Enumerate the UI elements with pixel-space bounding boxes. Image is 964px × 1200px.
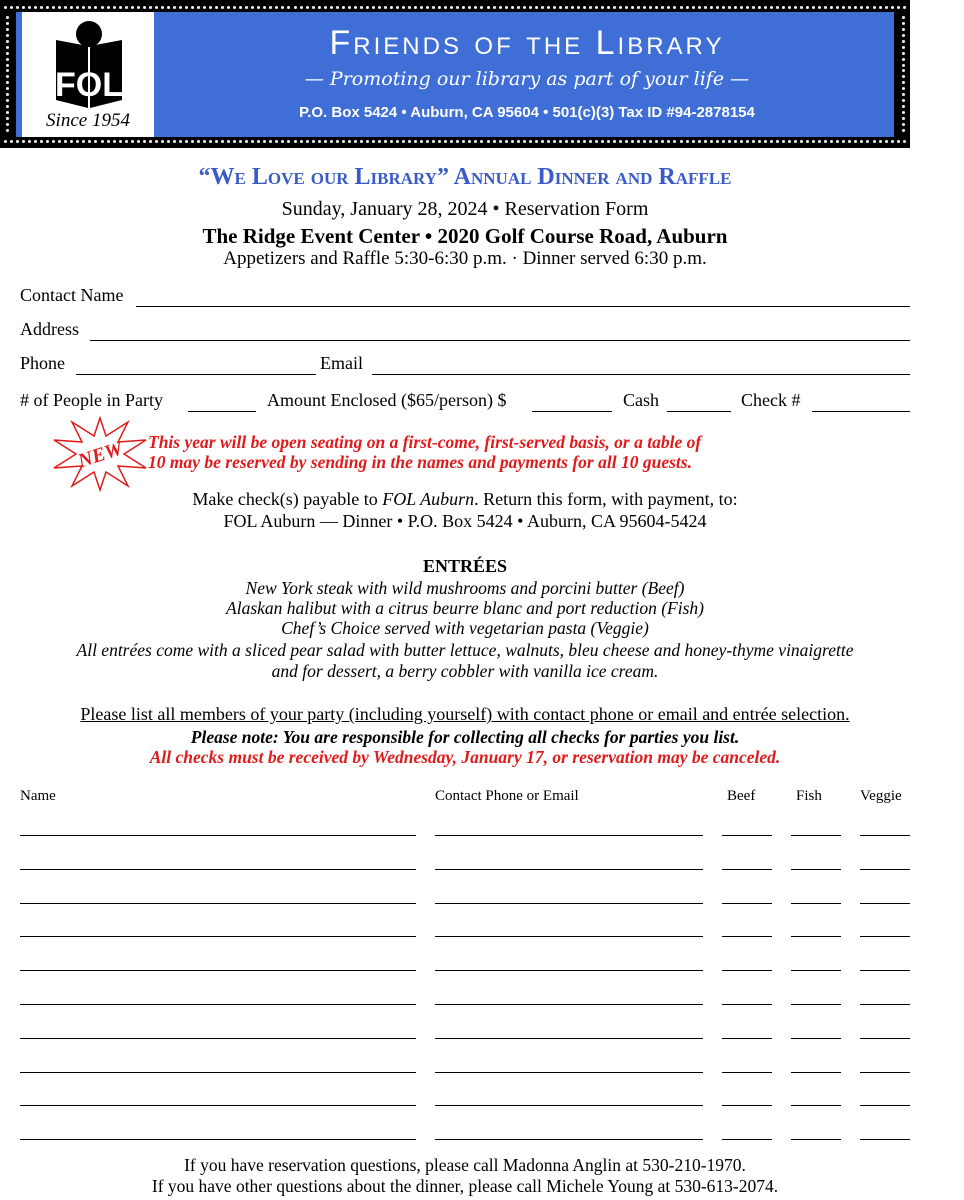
table-row — [0, 1139, 930, 1141]
entree-fish: Alaskan halibut with a citrus beurre blanc and port reduction (Fish) — [226, 598, 704, 618]
address-field[interactable] — [90, 340, 910, 341]
fish-field[interactable] — [791, 869, 841, 870]
table-row — [0, 1004, 930, 1006]
table-row — [0, 936, 930, 938]
amount-field[interactable] — [532, 411, 612, 412]
veggie-field[interactable] — [860, 1072, 910, 1073]
veggie-field[interactable] — [860, 903, 910, 904]
phone-label: Phone — [20, 353, 65, 373]
veggie-field[interactable] — [860, 1004, 910, 1005]
veggie-field[interactable] — [860, 835, 910, 836]
contact-field[interactable] — [435, 1038, 703, 1039]
veggie-field[interactable] — [860, 1139, 910, 1140]
email-label: Email — [320, 353, 363, 373]
col-header-name: Name — [20, 788, 56, 804]
new-badge-text: NEW — [75, 437, 126, 473]
check-label: Check # — [741, 390, 801, 410]
cash-label: Cash — [623, 390, 659, 410]
table-row — [0, 1038, 930, 1040]
beef-field[interactable] — [722, 1038, 772, 1039]
table-row — [0, 1105, 930, 1107]
contact-name-row — [20, 284, 910, 310]
fol-logo — [22, 12, 154, 137]
name-field[interactable] — [20, 1105, 416, 1106]
col-header-veggie: Veggie — [860, 788, 902, 804]
event-times: Appetizers and Raffle 5:30-6:30 p.m. · Dinner served 6:30 p.m. — [223, 248, 707, 269]
event-venue: The Ridge Event Center • 2020 Golf Course Road, Auburn — [202, 224, 728, 248]
check-field[interactable] — [812, 411, 910, 412]
veggie-field[interactable] — [860, 970, 910, 971]
contact-field[interactable] — [435, 1072, 703, 1073]
payable-post: . Return this form, with payment, to: — [474, 489, 738, 509]
col-header-beef: Beef — [727, 788, 756, 804]
event-title: “We Love our Library” Annual Dinner and Raffle — [198, 164, 732, 190]
banner-border-right — [896, 14, 910, 134]
cash-field[interactable] — [667, 411, 731, 412]
contact-field[interactable] — [435, 1004, 703, 1005]
seating-notice-line-1: This year will be open seating on a first-come, first-served basis, or a table of — [148, 432, 702, 452]
book-logo-icon — [52, 20, 124, 110]
seating-notice-line-2: 10 may be reserved by sending in the names and payments for all 10 guests. — [148, 452, 692, 472]
veggie-field[interactable] — [860, 1105, 910, 1106]
beef-field[interactable] — [722, 936, 772, 937]
fish-field[interactable] — [791, 903, 841, 904]
entree-veggie: Chef’s Choice served with vegetarian pasta (Veggie) — [281, 618, 649, 638]
new-starburst-icon — [52, 416, 148, 492]
name-field[interactable] — [20, 1038, 416, 1039]
seating-notice — [148, 432, 808, 472]
fish-field[interactable] — [791, 1139, 841, 1140]
table-row — [0, 1072, 930, 1074]
name-field[interactable] — [20, 936, 416, 937]
name-field[interactable] — [20, 869, 416, 870]
table-row — [0, 835, 930, 837]
fish-field[interactable] — [791, 1004, 841, 1005]
name-field[interactable] — [20, 1004, 416, 1005]
entree-note-line-2: and for dessert, a berry cobbler with vanilla ice cream. — [271, 661, 659, 681]
banner-border-left — [0, 14, 14, 134]
responsibility-note: Please note: You are responsible for collecting all checks for parties you list. — [190, 727, 740, 747]
contact-field[interactable] — [435, 1105, 703, 1106]
since-label: Since 1954 — [46, 110, 130, 131]
email-field[interactable] — [372, 374, 910, 375]
payment-row — [20, 389, 910, 415]
name-field[interactable] — [20, 970, 416, 971]
footer-reservation-contact: If you have reservation questions, please call Madonna Anglin at 530-210-1970. — [184, 1155, 746, 1175]
veggie-field[interactable] — [860, 936, 910, 937]
veggie-field[interactable] — [860, 869, 910, 870]
payee-name: FOL Auburn — [382, 489, 475, 509]
contact-field[interactable] — [435, 869, 703, 870]
party-list-instructions: Please list all members of your party (including yourself) with contact phone or email and entrée selection. — [80, 704, 850, 724]
beef-field[interactable] — [722, 869, 772, 870]
beef-field[interactable] — [722, 1139, 772, 1140]
deadline-note: All checks must be received by Wednesday, January 17, or reservation may be canceled. — [149, 747, 781, 767]
beef-field[interactable] — [722, 1105, 772, 1106]
table-row — [0, 869, 930, 871]
contact-field[interactable] — [435, 970, 703, 971]
table-row — [0, 970, 930, 972]
fish-field[interactable] — [791, 970, 841, 971]
entree-note-line-1: All entrées come with a sliced pear salad with butter lettuce, walnuts, bleu cheese and honey-thyme vinaigrette — [76, 640, 854, 660]
logo-letters: FOL — [55, 66, 123, 104]
contact-name-field[interactable] — [136, 306, 910, 307]
payable-pre: Make check(s) payable to — [192, 489, 383, 509]
fish-field[interactable] — [791, 936, 841, 937]
beef-field[interactable] — [722, 903, 772, 904]
phone-email-row — [20, 352, 910, 378]
entree-beef: New York steak with wild mushrooms and porcini butter (Beef) — [245, 578, 685, 598]
entrees-title: ENTRÉES — [422, 556, 508, 576]
org-address: P.O. Box 5424 • Auburn, CA 95604 • 501(c)(3) Tax ID #94-2878154 — [299, 104, 755, 121]
name-field[interactable] — [20, 1139, 416, 1140]
mail-to-line: FOL Auburn — Dinner • P.O. Box 5424 • Auburn, CA 95604-5424 — [223, 511, 707, 531]
address-label: Address — [20, 319, 79, 339]
contact-field[interactable] — [435, 936, 703, 937]
beef-field[interactable] — [722, 835, 772, 836]
address-row — [20, 318, 910, 344]
org-name: Friends of the Library — [329, 24, 725, 62]
contact-field[interactable] — [435, 903, 703, 904]
col-header-fish: Fish — [796, 788, 822, 804]
name-field[interactable] — [20, 1072, 416, 1073]
amount-label: Amount Enclosed ($65/person) $ — [267, 390, 507, 410]
beef-field[interactable] — [722, 970, 772, 971]
event-date: Sunday, January 28, 2024 • Reservation Form — [281, 198, 649, 220]
people-label: # of People in Party — [20, 390, 163, 410]
payment-instructions — [0, 488, 930, 532]
fish-field[interactable] — [791, 1072, 841, 1073]
contact-name-label: Contact Name — [20, 285, 124, 305]
contact-field[interactable] — [435, 835, 703, 836]
people-field[interactable] — [188, 411, 256, 412]
name-field[interactable] — [20, 903, 416, 904]
payable-line — [0, 488, 930, 510]
beef-field[interactable] — [722, 1004, 772, 1005]
fish-field[interactable] — [791, 835, 841, 836]
veggie-field[interactable] — [860, 1038, 910, 1039]
fish-field[interactable] — [791, 1038, 841, 1039]
beef-field[interactable] — [722, 1072, 772, 1073]
footer-dinner-contact: If you have other questions about the dinner, please call Michele Young at 530-613-2074. — [151, 1176, 779, 1196]
contact-field[interactable] — [435, 1139, 703, 1140]
phone-field[interactable] — [76, 374, 316, 375]
table-row — [0, 903, 930, 905]
col-header-contact: Contact Phone or Email — [435, 788, 579, 804]
org-tagline: — Promoting our library as part of your life — — [304, 68, 750, 90]
name-field[interactable] — [20, 835, 416, 836]
fish-field[interactable] — [791, 1105, 841, 1106]
